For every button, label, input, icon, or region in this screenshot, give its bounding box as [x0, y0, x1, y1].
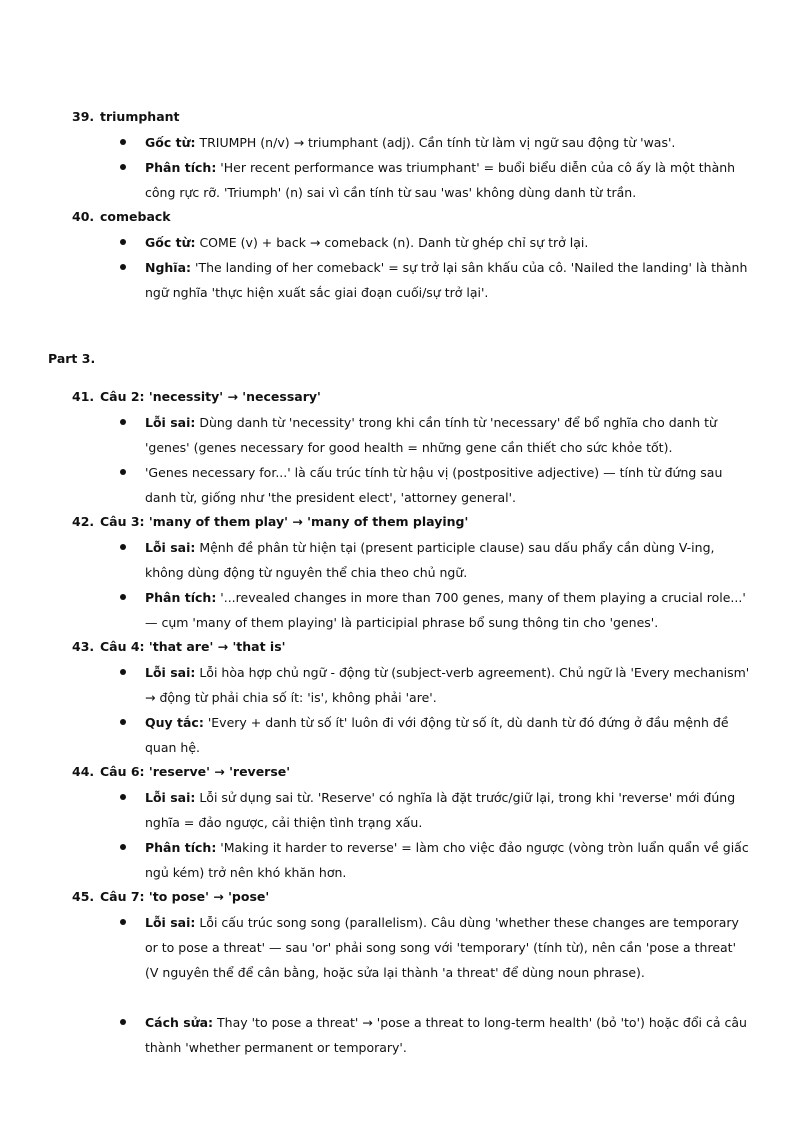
item-40-bullet-1 [120, 230, 750, 255]
bullet-text: Thay 'to pose a threat' → 'pose a threat to long-term health' (bỏ 'to') hoặc đổi cả câu thành 'whether permanent or temporary'. [145, 1015, 747, 1055]
item-number: 43. [72, 639, 95, 654]
bullet-text: 'The landing of her comeback' = sự trở lại sân khấu của cô. 'Nailed the landing' là thành ngữ nghĩa 'thực hiện xuất sắc giai đoạn cuối/sự trở lại'. [145, 260, 748, 300]
item-39-bullet-1 [120, 130, 750, 155]
item-42-heading [72, 514, 468, 529]
bullet-dot [120, 239, 126, 245]
bullet-label: Lỗi sai: [145, 540, 196, 555]
item-number: 44. [72, 764, 95, 779]
bullet-text: 'Genes necessary for...' là cấu trúc tính từ hậu vị (postpositive adjective) — tính từ đứng sau danh từ, giống như 'the president elect', 'attorney general'. [145, 465, 723, 505]
bullet-label: Cách sửa: [145, 1015, 214, 1030]
bullet-dot [120, 669, 126, 675]
bullet-text: Lỗi sử dụng sai từ. 'Reserve' có nghĩa là đặt trước/giữ lại, trong khi 'reverse' mới đúng nghĩa = đảo ngược, cải thiện tình trạng xấu. [145, 790, 736, 830]
item-number: 40. [72, 209, 95, 224]
bullet-text: TRIUMPH (n/v) → triumphant (adj). Cần tính từ làm vị ngữ sau động từ 'was'. [195, 135, 676, 150]
item-title: triumphant [100, 109, 180, 124]
item-41-bullet-1 [120, 410, 750, 460]
item-45-bullet-2 [120, 1010, 750, 1060]
bullet-dot [120, 164, 126, 170]
bullet-dot [120, 919, 126, 925]
bullet-dot [120, 844, 126, 850]
bullet-label: Gốc từ: [145, 135, 196, 150]
item-40-heading [72, 209, 171, 224]
bullet-text: '...revealed changes in more than 700 genes, many of them playing a crucial role...' — cụm 'many of them playing' là participial phrase bổ sung thông tin cho 'genes'. [145, 590, 746, 630]
item-43-heading [72, 639, 285, 654]
item-42-bullet-2 [120, 585, 750, 635]
bullet-label: Lỗi sai: [145, 415, 196, 430]
item-45-heading [72, 889, 269, 904]
item-title: Câu 3: 'many of them play' → 'many of them playing' [100, 514, 469, 529]
bullet-label: Lỗi sai: [145, 665, 196, 680]
item-40-bullet-2 [120, 255, 750, 305]
bullet-label: Nghĩa: [145, 260, 192, 275]
bullet-dot [120, 794, 126, 800]
bullet-dot [120, 594, 126, 600]
bullet-dot [120, 469, 126, 475]
bullet-label: Lỗi sai: [145, 790, 196, 805]
item-title: comeback [100, 209, 171, 224]
bullet-text: Lỗi cấu trúc song song (parallelism). Câu dùng 'whether these changes are temporary or to pose a threat' — sau 'or' phải song song với 'temporary' (tính từ), nên cần 'pose a threat' (V nguyên thể để cân bằng, hoặc sửa lại thành 'a threat' để dùng noun phrase). [145, 915, 739, 980]
bullet-text: 'Making it harder to reverse' = làm cho việc đảo ngược (vòng tròn luẩn quẩn về giấc ngủ kém) trở nên khó khăn hơn. [145, 840, 749, 880]
item-44-bullet-1 [120, 785, 750, 835]
item-41-bullet-2 [120, 460, 750, 510]
item-43-bullet-2 [120, 710, 750, 760]
part-title: Part 3. [48, 351, 96, 366]
bullet-text: Mệnh đề phân từ hiện tại (present participle clause) sau dấu phẩy cần dùng V-ing, không dùng động từ nguyên thể chia theo chủ ngữ. [145, 540, 715, 580]
bullet-dot [120, 264, 126, 270]
item-39-heading [72, 109, 180, 124]
bullet-label: Phân tích: [145, 160, 217, 175]
item-45-bullet-1 [120, 910, 750, 985]
item-44-bullet-2 [120, 835, 750, 885]
item-44-heading [72, 764, 290, 779]
bullet-dot [120, 419, 126, 425]
item-number: 42. [72, 514, 95, 529]
item-41-heading [72, 389, 321, 404]
item-number: 41. [72, 389, 95, 404]
bullet-label: Phân tích: [145, 590, 217, 605]
bullet-dot [120, 139, 126, 145]
item-number: 39. [72, 109, 95, 124]
item-number: 45. [72, 889, 95, 904]
item-42-bullet-1 [120, 535, 750, 585]
item-title: Câu 4: 'that are' → 'that is' [100, 639, 286, 654]
item-43-bullet-1 [120, 660, 750, 710]
bullet-label: Quy tắc: [145, 715, 204, 730]
item-39-bullet-2 [120, 155, 750, 205]
item-title: Câu 6: 'reserve' → 'reverse' [100, 764, 291, 779]
bullet-label: Gốc từ: [145, 235, 196, 250]
bullet-dot [120, 719, 126, 725]
bullet-label: Phân tích: [145, 840, 217, 855]
bullet-text: COME (v) + back → comeback (n). Danh từ ghép chỉ sự trở lại. [195, 235, 589, 250]
bullet-text: Dùng danh từ 'necessity' trong khi cần tính từ 'necessary' để bổ nghĩa cho danh từ 'genes' (genes necessary for good health = những gene cần thiết cho sức khỏe tốt). [145, 415, 717, 455]
item-title: Câu 7: 'to pose' → 'pose' [100, 889, 270, 904]
bullet-text: 'Her recent performance was triumphant' = buổi biểu diễn của cô ấy là một thành công rực rỡ. 'Triumph' (n) sai vì cần tính từ sau 'was' không dùng danh từ trần. [145, 160, 736, 200]
bullet-label: Lỗi sai: [145, 915, 196, 930]
bullet-dot [120, 544, 126, 550]
bullet-text: 'Every + danh từ số ít' luôn đi với động từ số ít, dù danh từ đó đứng ở đầu mệnh đề quan hệ. [145, 715, 729, 755]
item-title: Câu 2: 'necessity' → 'necessary' [100, 389, 321, 404]
bullet-text: Lỗi hòa hợp chủ ngữ - động từ (subject-verb agreement). Chủ ngữ là 'Every mechanism' → động từ phải chia số ít: 'is', không phải 'are'. [145, 665, 750, 705]
bullet-dot [120, 1019, 126, 1025]
